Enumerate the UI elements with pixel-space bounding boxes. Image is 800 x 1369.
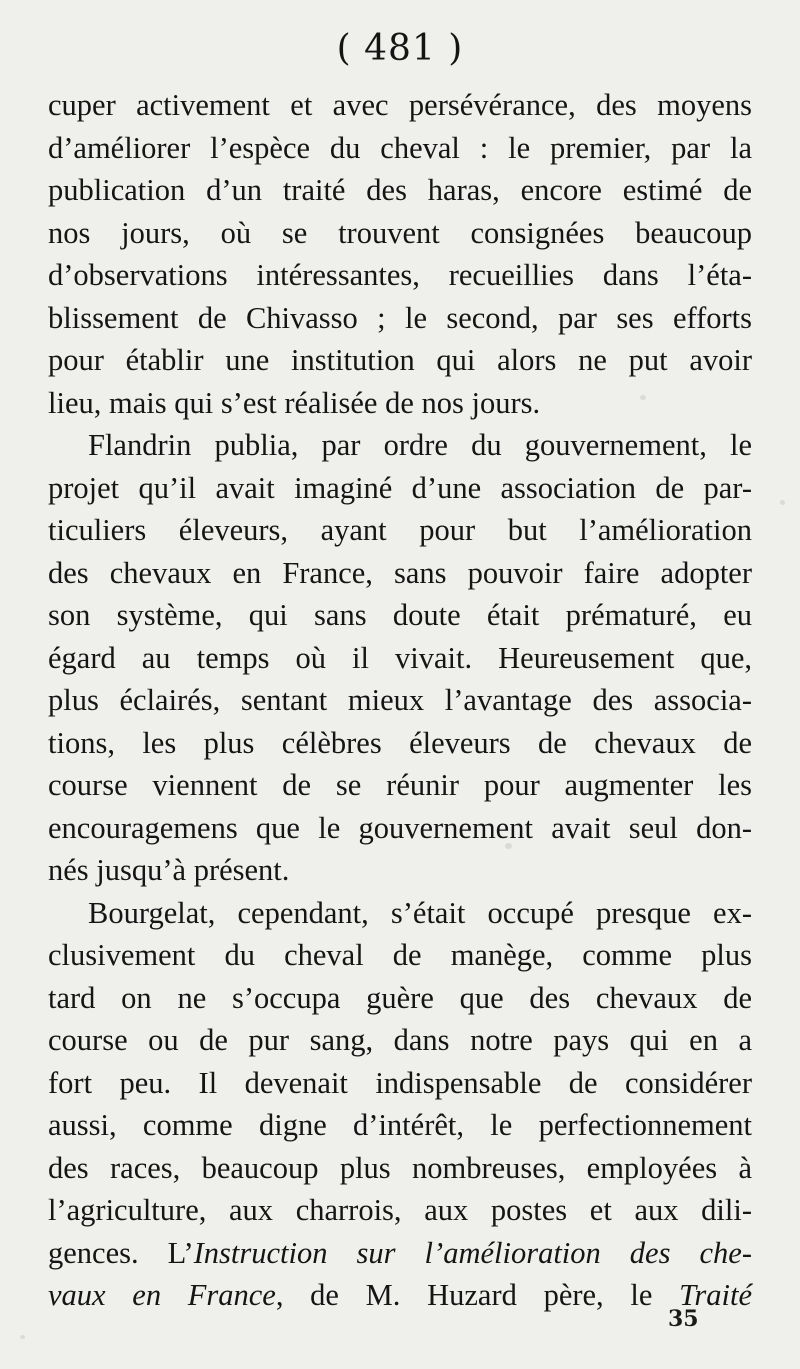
paragraph <box>48 84 752 424</box>
text-line: égard au temps où il vivait. Heureusement que, <box>48 640 752 675</box>
text-line: cuper activement et avec persévérance, des moyens <box>48 88 752 122</box>
text-line: projet qu’il avait imaginé d’une association de par- <box>48 470 752 505</box>
text-line: l’agriculture, aux charrois, aux postes et aux dili- <box>48 1193 752 1227</box>
paper-speckle <box>505 843 512 849</box>
text-line: son système, qui sans doute était prématuré, eu <box>48 598 752 632</box>
paragraph <box>48 424 752 892</box>
text-line: vaux en France, de M. Huzard père, le Traité <box>48 1278 752 1312</box>
text-line: tions, les plus célèbres éleveurs de chevaux de <box>48 725 752 760</box>
text-line: plus éclairés, sentant mieux l’avantage des associa- <box>48 683 752 717</box>
text-line: d’améliorer l’espèce du cheval : le premier, par la <box>48 130 752 165</box>
text-line: publication d’un traité des haras, encore estimé de <box>48 173 752 207</box>
text-line: course ou de pur sang, dans notre pays qui en a <box>48 1023 752 1057</box>
signature-mark: 35 <box>668 1306 699 1332</box>
text-line: Bourgelat, cependant, s’était occupé presque ex- <box>88 895 752 930</box>
text-line: aussi, comme digne d’intérêt, le perfectionnement <box>48 1108 752 1142</box>
text-line: lieu, mais qui s’est réalisée de nos jours. <box>48 385 541 420</box>
paper-speckle <box>780 500 785 505</box>
paper-speckle <box>640 395 646 400</box>
text-line: Flandrin publia, par ordre du gouvernement, le <box>88 428 752 462</box>
text-line: nos jours, où se trouvent consignées beaucoup <box>48 215 752 250</box>
text-line: blissement de Chivasso ; le second, par ses efforts <box>48 300 752 335</box>
text-line: nés jusqu’à présent. <box>48 853 290 887</box>
paragraph <box>48 892 752 1317</box>
text-line: d’observations intéressantes, recueillies dans l’éta- <box>48 258 752 292</box>
text-line: des chevaux en France, sans pouvoir faire adopter <box>48 555 752 590</box>
paper-speckle <box>20 1335 25 1339</box>
text-line: fort peu. Il devenait indispensable de considérer <box>48 1065 752 1100</box>
text-line: course viennent de se réunir pour augmenter les <box>48 768 752 802</box>
text-line: ticuliers éleveurs, ayant pour but l’amélioration <box>48 513 752 547</box>
text-line: tard on ne s’occupa guère que des chevaux de <box>48 980 752 1015</box>
text-line: clusivement du cheval de manège, comme plus <box>48 938 752 972</box>
text-line: gences. L’Instruction sur l’amélioration des che- <box>48 1235 752 1270</box>
page-number: ( 481 ) <box>336 28 464 69</box>
text-line: encouragemens que le gouvernement avait seul don- <box>48 810 752 845</box>
text-line: pour établir une institution qui alors ne put avoir <box>48 343 752 377</box>
body-text <box>48 84 752 1317</box>
text-line: des races, beaucoup plus nombreuses, employées à <box>48 1150 752 1185</box>
